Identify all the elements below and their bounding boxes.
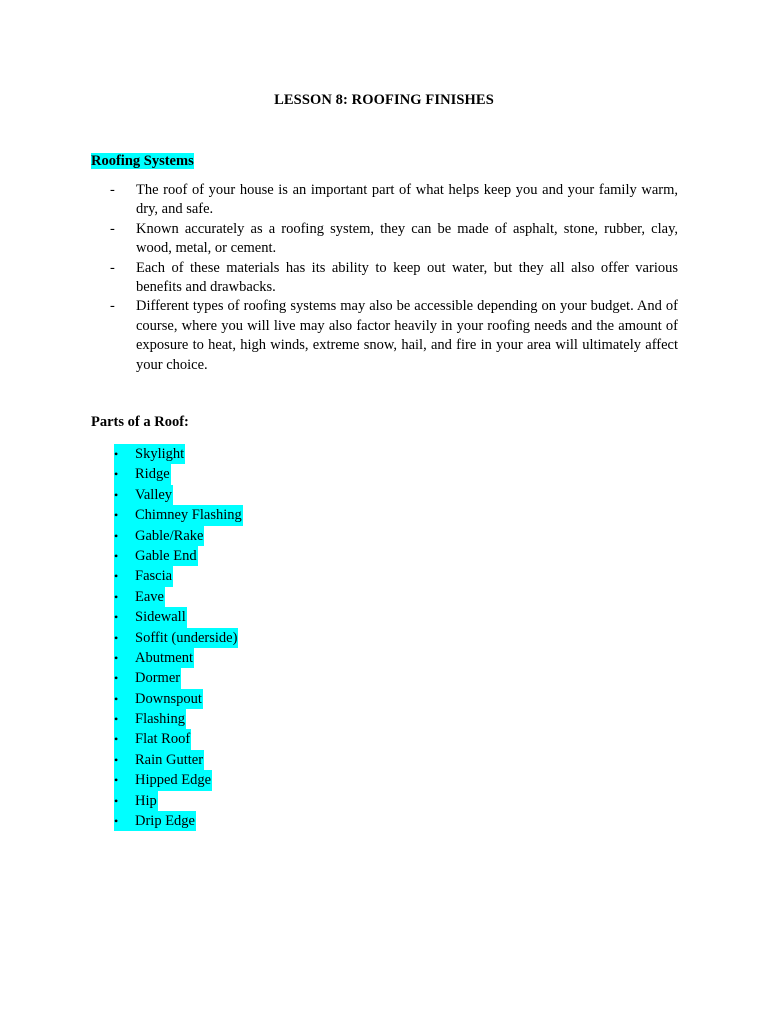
highlighted-item <box>114 729 191 749</box>
bullet-marker: • <box>114 732 119 747</box>
bullet-marker: • <box>114 610 119 625</box>
highlighted-item <box>114 668 181 688</box>
bullet-marker: • <box>114 691 119 706</box>
list-item-text: The roof of your house is an important part of what helps keep you and your family warm, dry, and safe. <box>136 182 678 218</box>
list-item-text: Valley <box>135 486 173 503</box>
list-item-text: Sidewall <box>135 609 186 626</box>
highlighted-item <box>114 526 204 546</box>
list-item <box>114 607 243 627</box>
list-item-text: Known accurately as a roofing system, they can be made of asphalt, stone, rubber, clay, wood, metal, or cement. <box>136 220 678 257</box>
highlighted-item <box>114 648 194 668</box>
highlighted-item <box>114 485 173 505</box>
bullet-marker: • <box>114 793 119 808</box>
bullet-marker: • <box>114 487 119 502</box>
roofing-systems-heading-text: Roofing Systems <box>91 153 194 169</box>
list-item <box>114 791 243 811</box>
bullet-marker: • <box>114 548 119 563</box>
highlighted-item <box>114 546 198 566</box>
parts-of-roof-list <box>114 444 243 831</box>
list-item-text: Ridge <box>135 466 170 483</box>
highlighted-item <box>114 464 171 484</box>
dash-marker: - <box>110 298 115 315</box>
list-item-text: Each of these materials has its ability to keep out water, but they all also offer various benefits and drawbacks. <box>136 259 678 296</box>
list-item <box>114 566 243 586</box>
list-item-text: Flashing <box>135 711 185 728</box>
highlighted-item <box>114 811 196 831</box>
parts-of-roof-heading: Parts of a Roof: <box>91 414 189 430</box>
highlighted-item <box>114 770 212 790</box>
list-item-text: Rain Gutter <box>135 751 204 768</box>
list-item <box>114 709 243 729</box>
list-item-text: Drip Edge <box>135 813 195 830</box>
list-item <box>110 297 678 375</box>
list-item-text: Hipped Edge <box>135 772 212 789</box>
bullet-marker: • <box>114 773 119 788</box>
list-item <box>114 648 243 668</box>
highlighted-item <box>114 607 187 627</box>
list-item-text: Flat Roof <box>135 731 191 748</box>
highlighted-item <box>114 587 165 607</box>
list-item-text: Gable/Rake <box>135 527 204 544</box>
list-item <box>114 464 243 484</box>
list-item <box>114 689 243 709</box>
list-item <box>114 546 243 566</box>
list-item <box>114 526 243 546</box>
roofing-systems-list <box>110 181 678 375</box>
list-item-text: Gable End <box>135 547 197 564</box>
bullet-marker: • <box>114 630 119 645</box>
highlighted-item <box>114 709 186 729</box>
list-item <box>114 770 243 790</box>
dash-marker: - <box>110 182 115 198</box>
list-item-text: Fascia <box>135 568 173 585</box>
highlighted-item <box>114 750 204 770</box>
bullet-marker: • <box>114 712 119 727</box>
list-item-text: Chimney Flashing <box>135 507 242 524</box>
bullet-marker: • <box>114 508 119 523</box>
dash-marker: - <box>110 220 115 237</box>
highlighted-item <box>114 505 243 525</box>
list-item <box>114 444 243 464</box>
bullet-marker: • <box>114 447 119 461</box>
list-item <box>114 485 243 505</box>
bullet-marker: • <box>114 671 119 686</box>
highlighted-item <box>114 566 173 586</box>
dash-marker: - <box>110 259 115 276</box>
list-item <box>110 259 678 298</box>
bullet-marker: • <box>114 467 119 482</box>
bullet-marker: • <box>114 569 119 584</box>
bullet-marker: • <box>114 752 119 767</box>
bullet-marker: • <box>114 814 119 829</box>
list-item <box>114 729 243 749</box>
page-title: LESSON 8: ROOFING FINISHES <box>274 92 494 108</box>
list-item <box>114 505 243 525</box>
list-item <box>114 811 243 831</box>
list-item <box>114 587 243 607</box>
highlighted-item <box>114 791 158 811</box>
list-item <box>114 750 243 770</box>
bullet-marker: • <box>114 528 119 543</box>
roofing-systems-heading <box>91 152 194 171</box>
list-item-text: Abutment <box>135 649 193 666</box>
highlighted-item <box>114 628 238 648</box>
list-item <box>110 181 678 220</box>
list-item-text: Skylight <box>135 446 185 462</box>
list-item-text: Dormer <box>135 670 181 687</box>
list-item <box>110 220 678 259</box>
bullet-marker: • <box>114 589 119 604</box>
list-item-text: Soffit (underside) <box>135 629 238 646</box>
list-item-text: Different types of roofing systems may also be accessible depending on your budget. And of course, where you will live may also factor heavily in your roofing needs and the amount of exposure to heat, high winds, extreme snow, hail, and fire in your area will ultimately affect your choice. <box>136 298 678 373</box>
highlighted-item <box>114 444 185 464</box>
list-item <box>114 668 243 688</box>
list-item-text: Downspout <box>135 690 202 707</box>
highlighted-item <box>114 689 203 709</box>
list-item-text: Hip <box>135 792 157 809</box>
list-item-text: Eave <box>135 588 164 605</box>
list-item <box>114 628 243 648</box>
bullet-marker: • <box>114 650 119 665</box>
